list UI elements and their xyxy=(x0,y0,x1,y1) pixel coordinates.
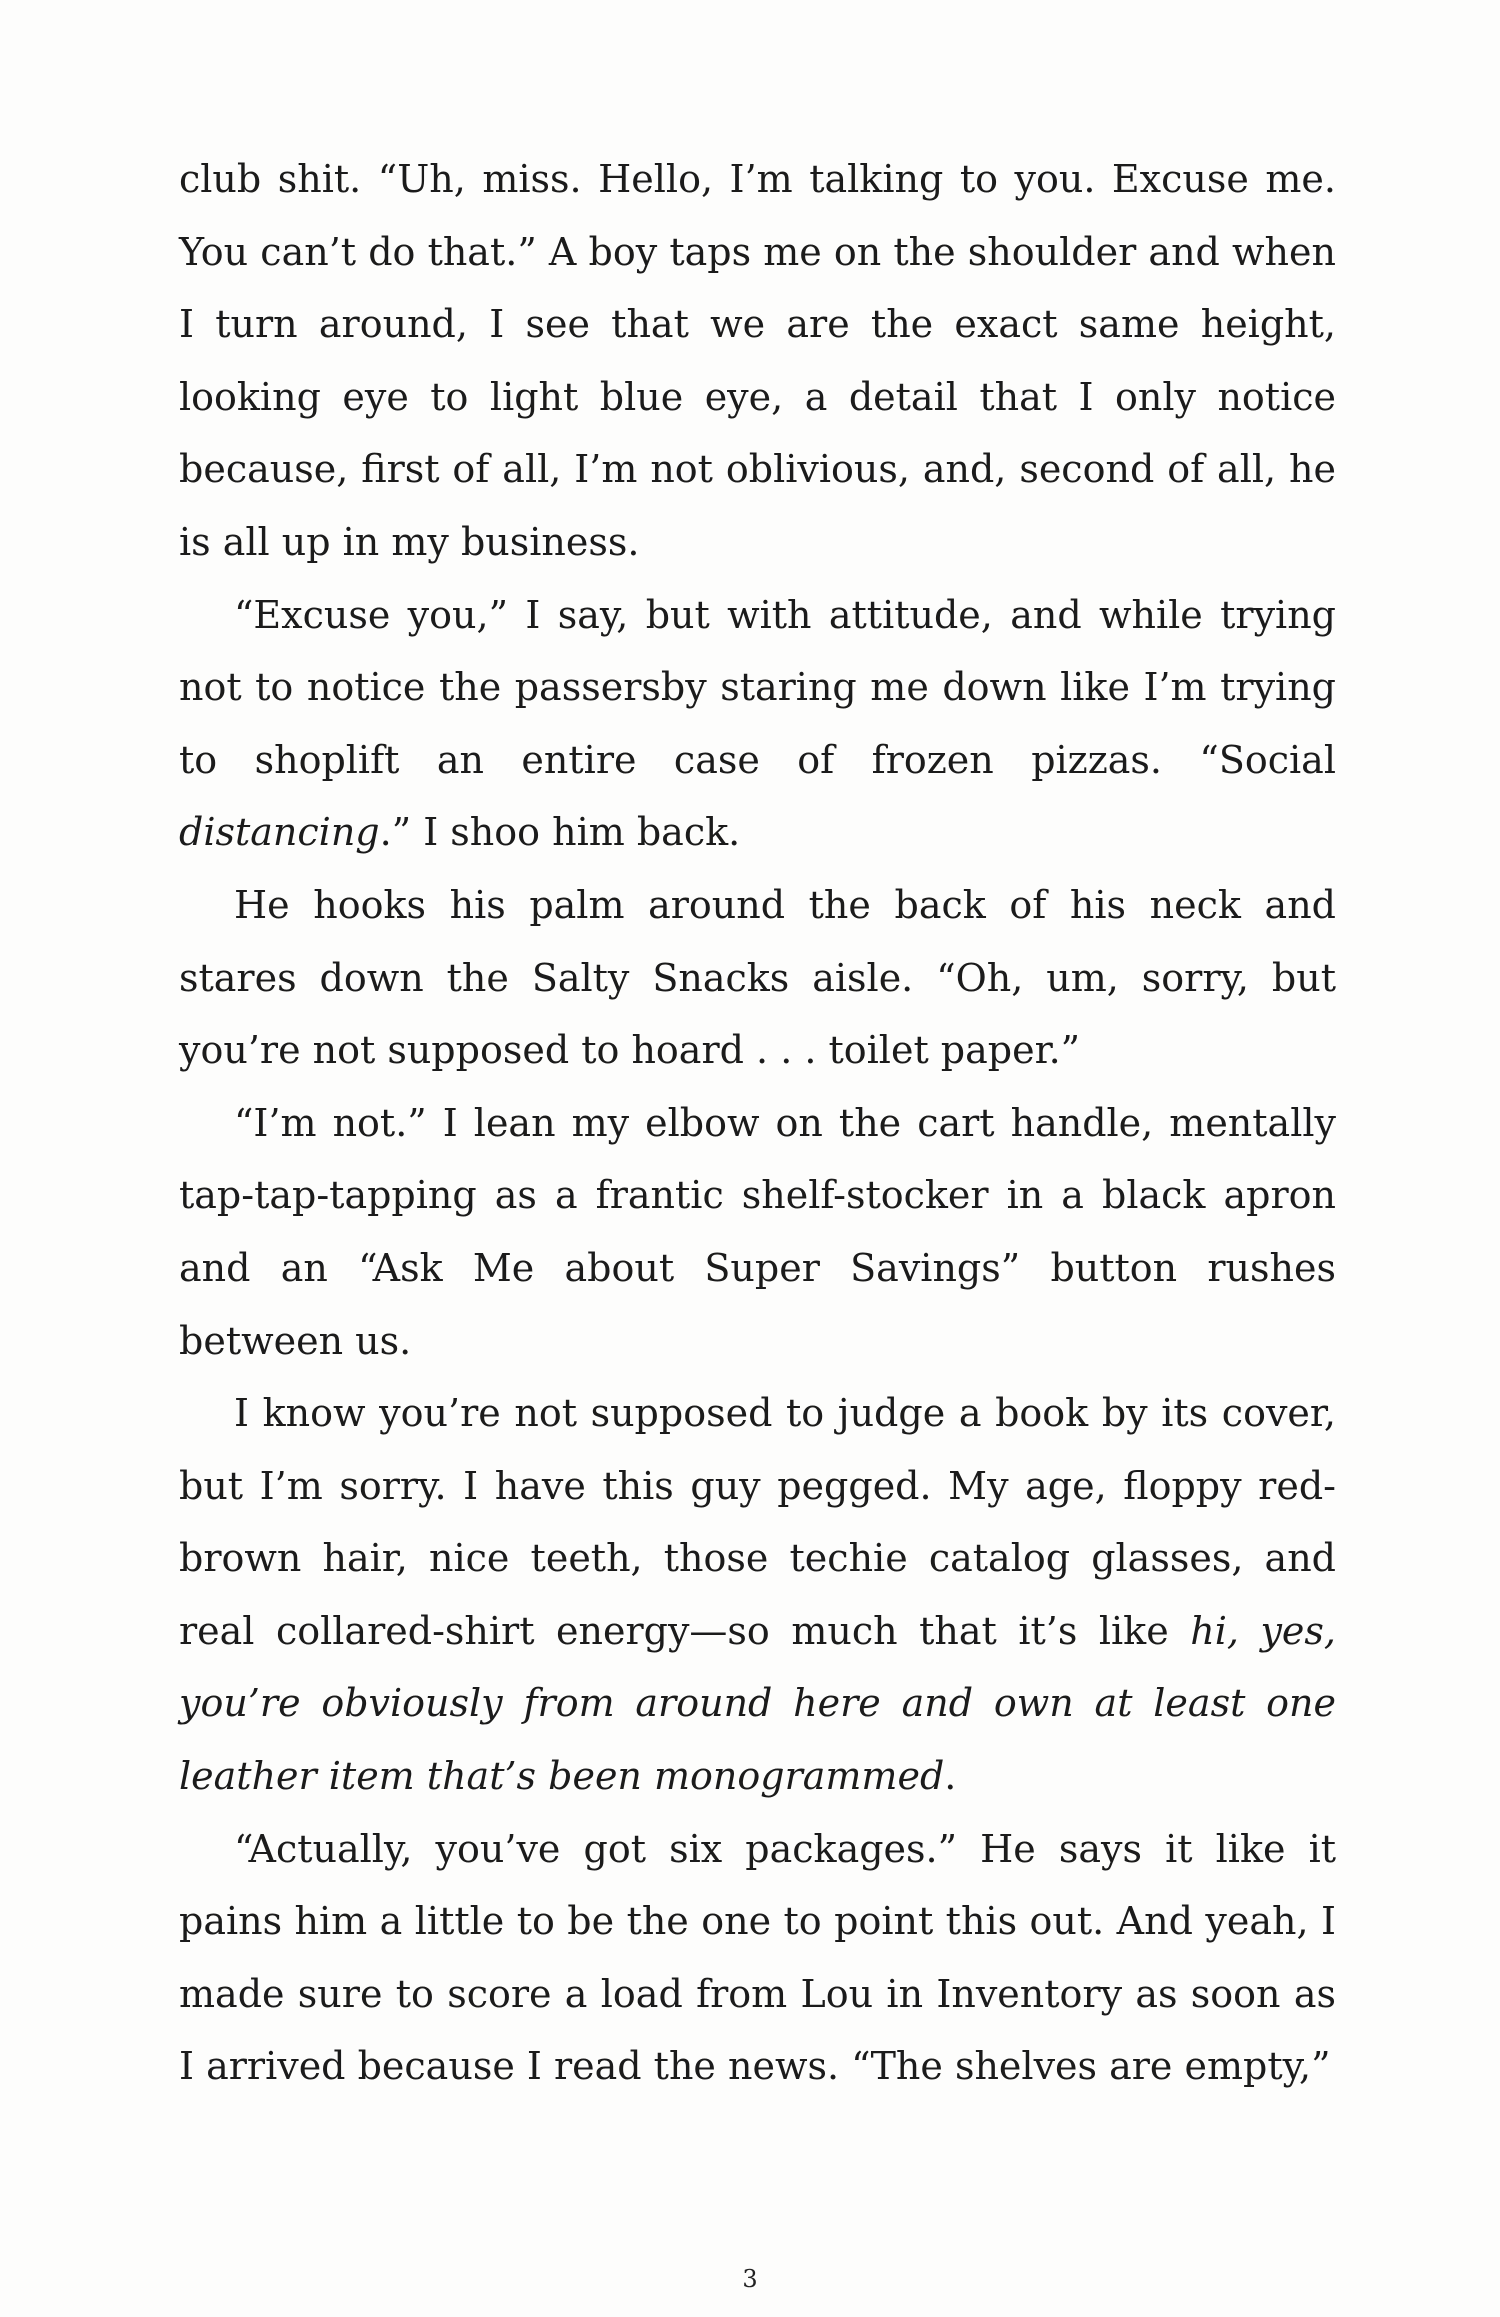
paragraph-text: . xyxy=(944,1754,957,1799)
paragraph-text: “Actually, you’ve got six packages.” He says it like it pains him a little to be the one to point this out. And yeah, I made sure to score a load from Lou in Inventory as soon as I arrived because I read the news. “The shelves are empty,” xyxy=(179,1826,1336,2089)
paragraph-5 xyxy=(179,1377,1336,1813)
italic-text: hi, yes, you’re obviously from around here and own at least one leather item that’s been monogrammed xyxy=(179,1608,1336,1799)
paragraph-3 xyxy=(179,869,1336,1087)
paragraph-1 xyxy=(179,143,1336,579)
paragraph-text: I know you’re not supposed to judge a book by its cover, but I’m sorry. I have this guy pegged. My age, floppy redbrown hair, nice teeth, those techie catalog glasses, and real collared-shirt energy—so much that it’s like xyxy=(179,1391,1336,1653)
page-number: 3 xyxy=(742,2265,758,2293)
body-text xyxy=(179,143,1336,2103)
paragraph-2 xyxy=(179,579,1336,869)
italic-text: distancing xyxy=(179,810,380,855)
paragraph-text: .” I shoo him back. xyxy=(379,810,741,855)
paragraph-4 xyxy=(179,1087,1336,1377)
paragraph-text: “I’m not.” I lean my elbow on the cart handle, mentally tap-tap-tapping as a frantic shelf-stocker in a black apron and an “Ask Me about Super Savings” button rushes between us. xyxy=(179,1100,1336,1363)
paragraph-text: He hooks his palm around the back of his neck and stares down the Salty Snacks aisle. “Oh, um, sorry, but you’re not supposed to hoard . . . toilet paper.” xyxy=(179,882,1336,1073)
paragraph-text: “Excuse you,” I say, but with attitude, and while trying not to notice the passersby staring me down like I’m trying to shoplift an entire case of frozen pizzas. “Social xyxy=(179,592,1336,782)
paragraph-text: club shit. “Uh, miss. Hello, I’m talking to you. Excuse me. You can’t do that.” A boy taps me on the shoulder and when I turn around, I see that we are the exact same height, looking eye to light blue eye, a detail that I only notice because, first of all, I’m not oblivious, and, second of all, he is all up in my business. xyxy=(179,157,1336,564)
paragraph-6 xyxy=(179,1813,1336,2103)
